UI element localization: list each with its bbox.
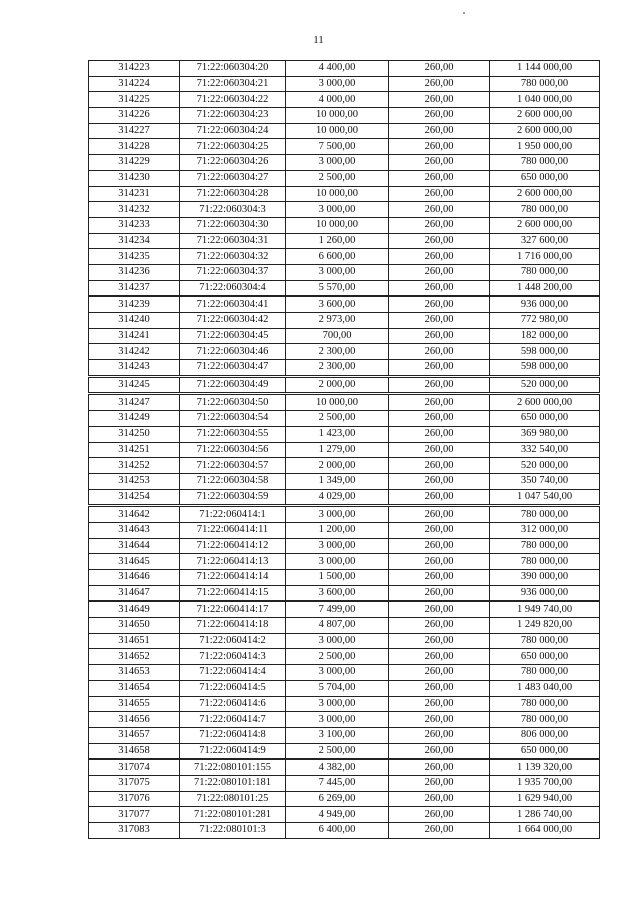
record-number-cell: 314241 xyxy=(89,328,180,344)
cadastral-number-cell: 71:22:060414:2 xyxy=(180,633,286,649)
record-number-cell: 314242 xyxy=(89,344,180,360)
record-number-cell: 314235 xyxy=(89,249,180,265)
rate-cell: 260,00 xyxy=(389,426,490,442)
record-number-cell: 314657 xyxy=(89,727,180,743)
cadastral-number-cell: 71:22:060304:49 xyxy=(180,376,286,394)
area-cell: 3 000,00 xyxy=(286,76,389,92)
value-cell: 2 600 000,00 xyxy=(490,123,600,139)
cadastral-number-cell: 71:22:060304:27 xyxy=(180,170,286,186)
rate-cell: 260,00 xyxy=(389,601,490,617)
value-cell: 1 483 040,00 xyxy=(490,680,600,696)
area-cell: 2 300,00 xyxy=(286,344,389,360)
rate-cell: 260,00 xyxy=(389,807,490,823)
cadastral-number-cell: 71:22:060304:50 xyxy=(180,394,286,411)
land-plot-table xyxy=(88,60,600,839)
record-number-cell: 314240 xyxy=(89,313,180,329)
area-cell: 5 570,00 xyxy=(286,280,389,296)
rate-cell: 260,00 xyxy=(389,186,490,202)
table-row xyxy=(89,108,600,124)
area-cell: 1 260,00 xyxy=(286,233,389,249)
value-cell: 780 000,00 xyxy=(490,665,600,681)
value-cell: 1 716 000,00 xyxy=(490,249,600,265)
rate-cell: 260,00 xyxy=(389,170,490,186)
cadastral-number-cell: 71:22:060304:37 xyxy=(180,264,286,280)
record-number-cell: 314239 xyxy=(89,296,180,312)
area-cell: 2 500,00 xyxy=(286,649,389,665)
record-number-cell: 314231 xyxy=(89,186,180,202)
record-number-cell: 317076 xyxy=(89,791,180,807)
value-cell: 2 600 000,00 xyxy=(490,186,600,202)
value-cell: 780 000,00 xyxy=(490,554,600,570)
table-row xyxy=(89,522,600,538)
table-row xyxy=(89,394,600,411)
value-cell: 1 950 000,00 xyxy=(490,139,600,155)
record-number-cell: 314651 xyxy=(89,633,180,649)
cadastral-number-cell: 71:22:060304:56 xyxy=(180,442,286,458)
record-number-cell: 314230 xyxy=(89,170,180,186)
record-number-cell: 314655 xyxy=(89,696,180,712)
value-cell: 2 600 000,00 xyxy=(490,394,600,411)
record-number-cell: 314646 xyxy=(89,570,180,586)
record-number-cell: 314643 xyxy=(89,522,180,538)
area-cell: 10 000,00 xyxy=(286,394,389,411)
value-cell: 1 949 740,00 xyxy=(490,601,600,617)
area-cell: 3 000,00 xyxy=(286,155,389,171)
cadastral-number-cell: 71:22:060304:58 xyxy=(180,473,286,489)
cadastral-number-cell: 71:22:060414:12 xyxy=(180,538,286,554)
area-cell: 10 000,00 xyxy=(286,217,389,233)
table-row xyxy=(89,506,600,523)
cadastral-number-cell: 71:22:060414:3 xyxy=(180,649,286,665)
page-number: 11 xyxy=(313,34,324,46)
table-row xyxy=(89,807,600,823)
rate-cell: 260,00 xyxy=(389,202,490,218)
value-cell: 1 629 940,00 xyxy=(490,791,600,807)
record-number-cell: 317074 xyxy=(89,759,180,775)
record-number-cell: 317075 xyxy=(89,775,180,791)
table-row xyxy=(89,458,600,474)
record-number-cell: 314224 xyxy=(89,76,180,92)
record-number-cell: 314237 xyxy=(89,280,180,296)
area-cell: 2 973,00 xyxy=(286,313,389,329)
table-row xyxy=(89,123,600,139)
cadastral-number-cell: 71:22:060304:20 xyxy=(180,61,286,77)
value-cell: 1 249 820,00 xyxy=(490,618,600,634)
table-row xyxy=(89,280,600,296)
table-row xyxy=(89,633,600,649)
record-number-cell: 317083 xyxy=(89,823,180,839)
cadastral-number-cell: 71:22:060304:22 xyxy=(180,92,286,108)
record-number-cell: 314227 xyxy=(89,123,180,139)
area-cell: 4 029,00 xyxy=(286,489,389,506)
area-cell: 1 500,00 xyxy=(286,570,389,586)
rate-cell: 260,00 xyxy=(389,394,490,411)
cadastral-number-cell: 71:22:080101:3 xyxy=(180,823,286,839)
record-number-cell: 314226 xyxy=(89,108,180,124)
cadastral-number-cell: 71:22:060304:26 xyxy=(180,155,286,171)
rate-cell: 260,00 xyxy=(389,458,490,474)
rate-cell: 260,00 xyxy=(389,538,490,554)
record-number-cell: 314253 xyxy=(89,473,180,489)
cadastral-number-cell: 71:22:060304:42 xyxy=(180,313,286,329)
area-cell: 4 382,00 xyxy=(286,759,389,775)
table-row xyxy=(89,155,600,171)
record-number-cell: 314252 xyxy=(89,458,180,474)
rate-cell: 260,00 xyxy=(389,759,490,775)
record-number-cell: 314243 xyxy=(89,360,180,377)
cadastral-number-cell: 71:22:060304:28 xyxy=(180,186,286,202)
table-row xyxy=(89,61,600,77)
table-row xyxy=(89,570,600,586)
record-number-cell: 314644 xyxy=(89,538,180,554)
cadastral-number-cell: 71:22:060414:11 xyxy=(180,522,286,538)
area-cell: 6 400,00 xyxy=(286,823,389,839)
rate-cell: 260,00 xyxy=(389,775,490,791)
rate-cell: 260,00 xyxy=(389,376,490,394)
area-cell: 10 000,00 xyxy=(286,123,389,139)
value-cell: 1 935 700,00 xyxy=(490,775,600,791)
rate-cell: 260,00 xyxy=(389,696,490,712)
rate-cell: 260,00 xyxy=(389,360,490,377)
table-row xyxy=(89,249,600,265)
table-row xyxy=(89,601,600,617)
table-row xyxy=(89,712,600,728)
rate-cell: 260,00 xyxy=(389,233,490,249)
record-number-cell: 314658 xyxy=(89,743,180,759)
cadastral-number-cell: 71:22:060414:1 xyxy=(180,506,286,523)
cadastral-number-cell: 71:22:060414:5 xyxy=(180,680,286,696)
rate-cell: 260,00 xyxy=(389,76,490,92)
rate-cell: 260,00 xyxy=(389,61,490,77)
table-row xyxy=(89,217,600,233)
table-row xyxy=(89,665,600,681)
cadastral-number-cell: 71:22:060414:7 xyxy=(180,712,286,728)
value-cell: 780 000,00 xyxy=(490,696,600,712)
table-row xyxy=(89,313,600,329)
cadastral-number-cell: 71:22:060414:15 xyxy=(180,585,286,601)
area-cell: 2 000,00 xyxy=(286,458,389,474)
rate-cell: 260,00 xyxy=(389,665,490,681)
record-number-cell: 314642 xyxy=(89,506,180,523)
cadastral-number-cell: 71:22:060414:8 xyxy=(180,727,286,743)
area-cell: 2 500,00 xyxy=(286,411,389,427)
value-cell: 1 047 540,00 xyxy=(490,489,600,506)
cadastral-number-cell: 71:22:060304:46 xyxy=(180,344,286,360)
rate-cell: 260,00 xyxy=(389,249,490,265)
area-cell: 3 000,00 xyxy=(286,665,389,681)
record-number-cell: 314234 xyxy=(89,233,180,249)
table-row xyxy=(89,759,600,775)
table-row xyxy=(89,411,600,427)
area-cell: 7 445,00 xyxy=(286,775,389,791)
cadastral-number-cell: 71:22:060414:4 xyxy=(180,665,286,681)
table-row xyxy=(89,554,600,570)
scan-speck xyxy=(463,12,465,14)
table-row xyxy=(89,376,600,394)
value-cell: 806 000,00 xyxy=(490,727,600,743)
rate-cell: 260,00 xyxy=(389,791,490,807)
table-row xyxy=(89,442,600,458)
table-row xyxy=(89,649,600,665)
value-cell: 780 000,00 xyxy=(490,633,600,649)
cadastral-number-cell: 71:22:060304:30 xyxy=(180,217,286,233)
area-cell: 1 200,00 xyxy=(286,522,389,538)
table-row xyxy=(89,233,600,249)
record-number-cell: 314652 xyxy=(89,649,180,665)
rate-cell: 260,00 xyxy=(389,473,490,489)
record-number-cell: 314229 xyxy=(89,155,180,171)
cadastral-number-cell: 71:22:060414:14 xyxy=(180,570,286,586)
rate-cell: 260,00 xyxy=(389,554,490,570)
record-number-cell: 314653 xyxy=(89,665,180,681)
table-row xyxy=(89,360,600,377)
value-cell: 650 000,00 xyxy=(490,411,600,427)
value-cell: 1 144 000,00 xyxy=(490,61,600,77)
area-cell: 10 000,00 xyxy=(286,108,389,124)
record-number-cell: 314249 xyxy=(89,411,180,427)
rate-cell: 260,00 xyxy=(389,139,490,155)
rate-cell: 260,00 xyxy=(389,727,490,743)
cadastral-number-cell: 71:22:080101:181 xyxy=(180,775,286,791)
cadastral-number-cell: 71:22:080101:281 xyxy=(180,807,286,823)
value-cell: 780 000,00 xyxy=(490,538,600,554)
cadastral-number-cell: 71:22:060304:55 xyxy=(180,426,286,442)
value-cell: 520 000,00 xyxy=(490,458,600,474)
cadastral-number-cell: 71:22:060304:41 xyxy=(180,296,286,312)
value-cell: 182 000,00 xyxy=(490,328,600,344)
area-cell: 3 000,00 xyxy=(286,633,389,649)
area-cell: 1 349,00 xyxy=(286,473,389,489)
value-cell: 390 000,00 xyxy=(490,570,600,586)
record-number-cell: 314647 xyxy=(89,585,180,601)
value-cell: 936 000,00 xyxy=(490,585,600,601)
table-row xyxy=(89,170,600,186)
area-cell: 3 000,00 xyxy=(286,506,389,523)
area-cell: 5 704,00 xyxy=(286,680,389,696)
value-cell: 780 000,00 xyxy=(490,155,600,171)
record-number-cell: 314650 xyxy=(89,618,180,634)
area-cell: 4 949,00 xyxy=(286,807,389,823)
rate-cell: 260,00 xyxy=(389,264,490,280)
value-cell: 936 000,00 xyxy=(490,296,600,312)
cadastral-number-cell: 71:22:080101:155 xyxy=(180,759,286,775)
record-number-cell: 314233 xyxy=(89,217,180,233)
cadastral-number-cell: 71:22:060304:57 xyxy=(180,458,286,474)
cadastral-number-cell: 71:22:060304:59 xyxy=(180,489,286,506)
rate-cell: 260,00 xyxy=(389,743,490,759)
area-cell: 10 000,00 xyxy=(286,186,389,202)
rate-cell: 260,00 xyxy=(389,442,490,458)
value-cell: 369 980,00 xyxy=(490,426,600,442)
value-cell: 780 000,00 xyxy=(490,202,600,218)
rate-cell: 260,00 xyxy=(389,123,490,139)
rate-cell: 260,00 xyxy=(389,92,490,108)
rate-cell: 260,00 xyxy=(389,328,490,344)
area-cell: 3 000,00 xyxy=(286,264,389,280)
record-number-cell: 317077 xyxy=(89,807,180,823)
rate-cell: 260,00 xyxy=(389,618,490,634)
cadastral-number-cell: 71:22:060304:23 xyxy=(180,108,286,124)
area-cell: 3 000,00 xyxy=(286,696,389,712)
table-row xyxy=(89,296,600,312)
table-row xyxy=(89,328,600,344)
area-cell: 4 400,00 xyxy=(286,61,389,77)
cadastral-number-cell: 71:22:060414:9 xyxy=(180,743,286,759)
rate-cell: 260,00 xyxy=(389,633,490,649)
table-row xyxy=(89,489,600,506)
rate-cell: 260,00 xyxy=(389,108,490,124)
rate-cell: 260,00 xyxy=(389,296,490,312)
value-cell: 1 448 200,00 xyxy=(490,280,600,296)
area-cell: 6 269,00 xyxy=(286,791,389,807)
cadastral-number-cell: 71:22:060304:31 xyxy=(180,233,286,249)
value-cell: 1 664 000,00 xyxy=(490,823,600,839)
area-cell: 3 000,00 xyxy=(286,712,389,728)
area-cell: 4 000,00 xyxy=(286,92,389,108)
table-body xyxy=(89,61,600,839)
record-number-cell: 314228 xyxy=(89,139,180,155)
cadastral-number-cell: 71:22:060414:13 xyxy=(180,554,286,570)
rate-cell: 260,00 xyxy=(389,680,490,696)
cadastral-number-cell: 71:22:060414:17 xyxy=(180,601,286,617)
table-row xyxy=(89,139,600,155)
record-number-cell: 314236 xyxy=(89,264,180,280)
table-row xyxy=(89,696,600,712)
value-cell: 650 000,00 xyxy=(490,649,600,665)
table-row xyxy=(89,618,600,634)
value-cell: 598 000,00 xyxy=(490,344,600,360)
area-cell: 3 000,00 xyxy=(286,538,389,554)
value-cell: 598 000,00 xyxy=(490,360,600,377)
area-cell: 6 600,00 xyxy=(286,249,389,265)
value-cell: 332 540,00 xyxy=(490,442,600,458)
area-cell: 1 279,00 xyxy=(286,442,389,458)
rate-cell: 260,00 xyxy=(389,217,490,233)
rate-cell: 260,00 xyxy=(389,155,490,171)
record-number-cell: 314656 xyxy=(89,712,180,728)
record-number-cell: 314251 xyxy=(89,442,180,458)
table-row xyxy=(89,186,600,202)
cadastral-number-cell: 71:22:060304:25 xyxy=(180,139,286,155)
value-cell: 2 600 000,00 xyxy=(490,217,600,233)
table-row xyxy=(89,202,600,218)
cadastral-number-cell: 71:22:060304:32 xyxy=(180,249,286,265)
record-number-cell: 314250 xyxy=(89,426,180,442)
cadastral-number-cell: 71:22:060304:47 xyxy=(180,360,286,377)
rate-cell: 260,00 xyxy=(389,522,490,538)
area-cell: 2 500,00 xyxy=(286,743,389,759)
rate-cell: 260,00 xyxy=(389,823,490,839)
value-cell: 780 000,00 xyxy=(490,506,600,523)
area-cell: 7 499,00 xyxy=(286,601,389,617)
area-cell: 3 100,00 xyxy=(286,727,389,743)
value-cell: 520 000,00 xyxy=(490,376,600,394)
cadastral-number-cell: 71:22:080101:25 xyxy=(180,791,286,807)
value-cell: 650 000,00 xyxy=(490,170,600,186)
area-cell: 3 600,00 xyxy=(286,585,389,601)
value-cell: 2 600 000,00 xyxy=(490,108,600,124)
area-cell: 3 600,00 xyxy=(286,296,389,312)
table-row xyxy=(89,344,600,360)
table-row xyxy=(89,473,600,489)
cadastral-number-cell: 71:22:060304:21 xyxy=(180,76,286,92)
cadastral-number-cell: 71:22:060304:54 xyxy=(180,411,286,427)
table-row xyxy=(89,823,600,839)
record-number-cell: 314232 xyxy=(89,202,180,218)
table-row xyxy=(89,585,600,601)
record-number-cell: 314245 xyxy=(89,376,180,394)
table-row xyxy=(89,775,600,791)
rate-cell: 260,00 xyxy=(389,280,490,296)
rate-cell: 260,00 xyxy=(389,712,490,728)
table-row xyxy=(89,791,600,807)
rate-cell: 260,00 xyxy=(389,489,490,506)
value-cell: 327 600,00 xyxy=(490,233,600,249)
record-number-cell: 314654 xyxy=(89,680,180,696)
area-cell: 2 000,00 xyxy=(286,376,389,394)
value-cell: 780 000,00 xyxy=(490,76,600,92)
cadastral-number-cell: 71:22:060414:6 xyxy=(180,696,286,712)
area-cell: 2 300,00 xyxy=(286,360,389,377)
record-number-cell: 314247 xyxy=(89,394,180,411)
record-number-cell: 314649 xyxy=(89,601,180,617)
rate-cell: 260,00 xyxy=(389,585,490,601)
value-cell: 1 139 320,00 xyxy=(490,759,600,775)
table-row xyxy=(89,727,600,743)
value-cell: 772 980,00 xyxy=(490,313,600,329)
area-cell: 3 000,00 xyxy=(286,202,389,218)
record-number-cell: 314645 xyxy=(89,554,180,570)
cadastral-number-cell: 71:22:060304:3 xyxy=(180,202,286,218)
rate-cell: 260,00 xyxy=(389,411,490,427)
record-number-cell: 314225 xyxy=(89,92,180,108)
table-row xyxy=(89,92,600,108)
table-row xyxy=(89,264,600,280)
rate-cell: 260,00 xyxy=(389,506,490,523)
rate-cell: 260,00 xyxy=(389,313,490,329)
area-cell: 4 807,00 xyxy=(286,618,389,634)
table-row xyxy=(89,680,600,696)
rate-cell: 260,00 xyxy=(389,649,490,665)
value-cell: 350 740,00 xyxy=(490,473,600,489)
rate-cell: 260,00 xyxy=(389,570,490,586)
cadastral-number-cell: 71:22:060304:24 xyxy=(180,123,286,139)
cadastral-number-cell: 71:22:060304:45 xyxy=(180,328,286,344)
table-row xyxy=(89,743,600,759)
table-row xyxy=(89,76,600,92)
area-cell: 3 000,00 xyxy=(286,554,389,570)
record-number-cell: 314223 xyxy=(89,61,180,77)
value-cell: 1 286 740,00 xyxy=(490,807,600,823)
area-cell: 700,00 xyxy=(286,328,389,344)
rate-cell: 260,00 xyxy=(389,344,490,360)
area-cell: 2 500,00 xyxy=(286,170,389,186)
value-cell: 1 040 000,00 xyxy=(490,92,600,108)
area-cell: 1 423,00 xyxy=(286,426,389,442)
cadastral-number-cell: 71:22:060414:18 xyxy=(180,618,286,634)
value-cell: 780 000,00 xyxy=(490,264,600,280)
value-cell: 650 000,00 xyxy=(490,743,600,759)
record-number-cell: 314254 xyxy=(89,489,180,506)
value-cell: 780 000,00 xyxy=(490,712,600,728)
table-row xyxy=(89,538,600,554)
value-cell: 312 000,00 xyxy=(490,522,600,538)
table-row xyxy=(89,426,600,442)
area-cell: 7 500,00 xyxy=(286,139,389,155)
cadastral-number-cell: 71:22:060304:4 xyxy=(180,280,286,296)
